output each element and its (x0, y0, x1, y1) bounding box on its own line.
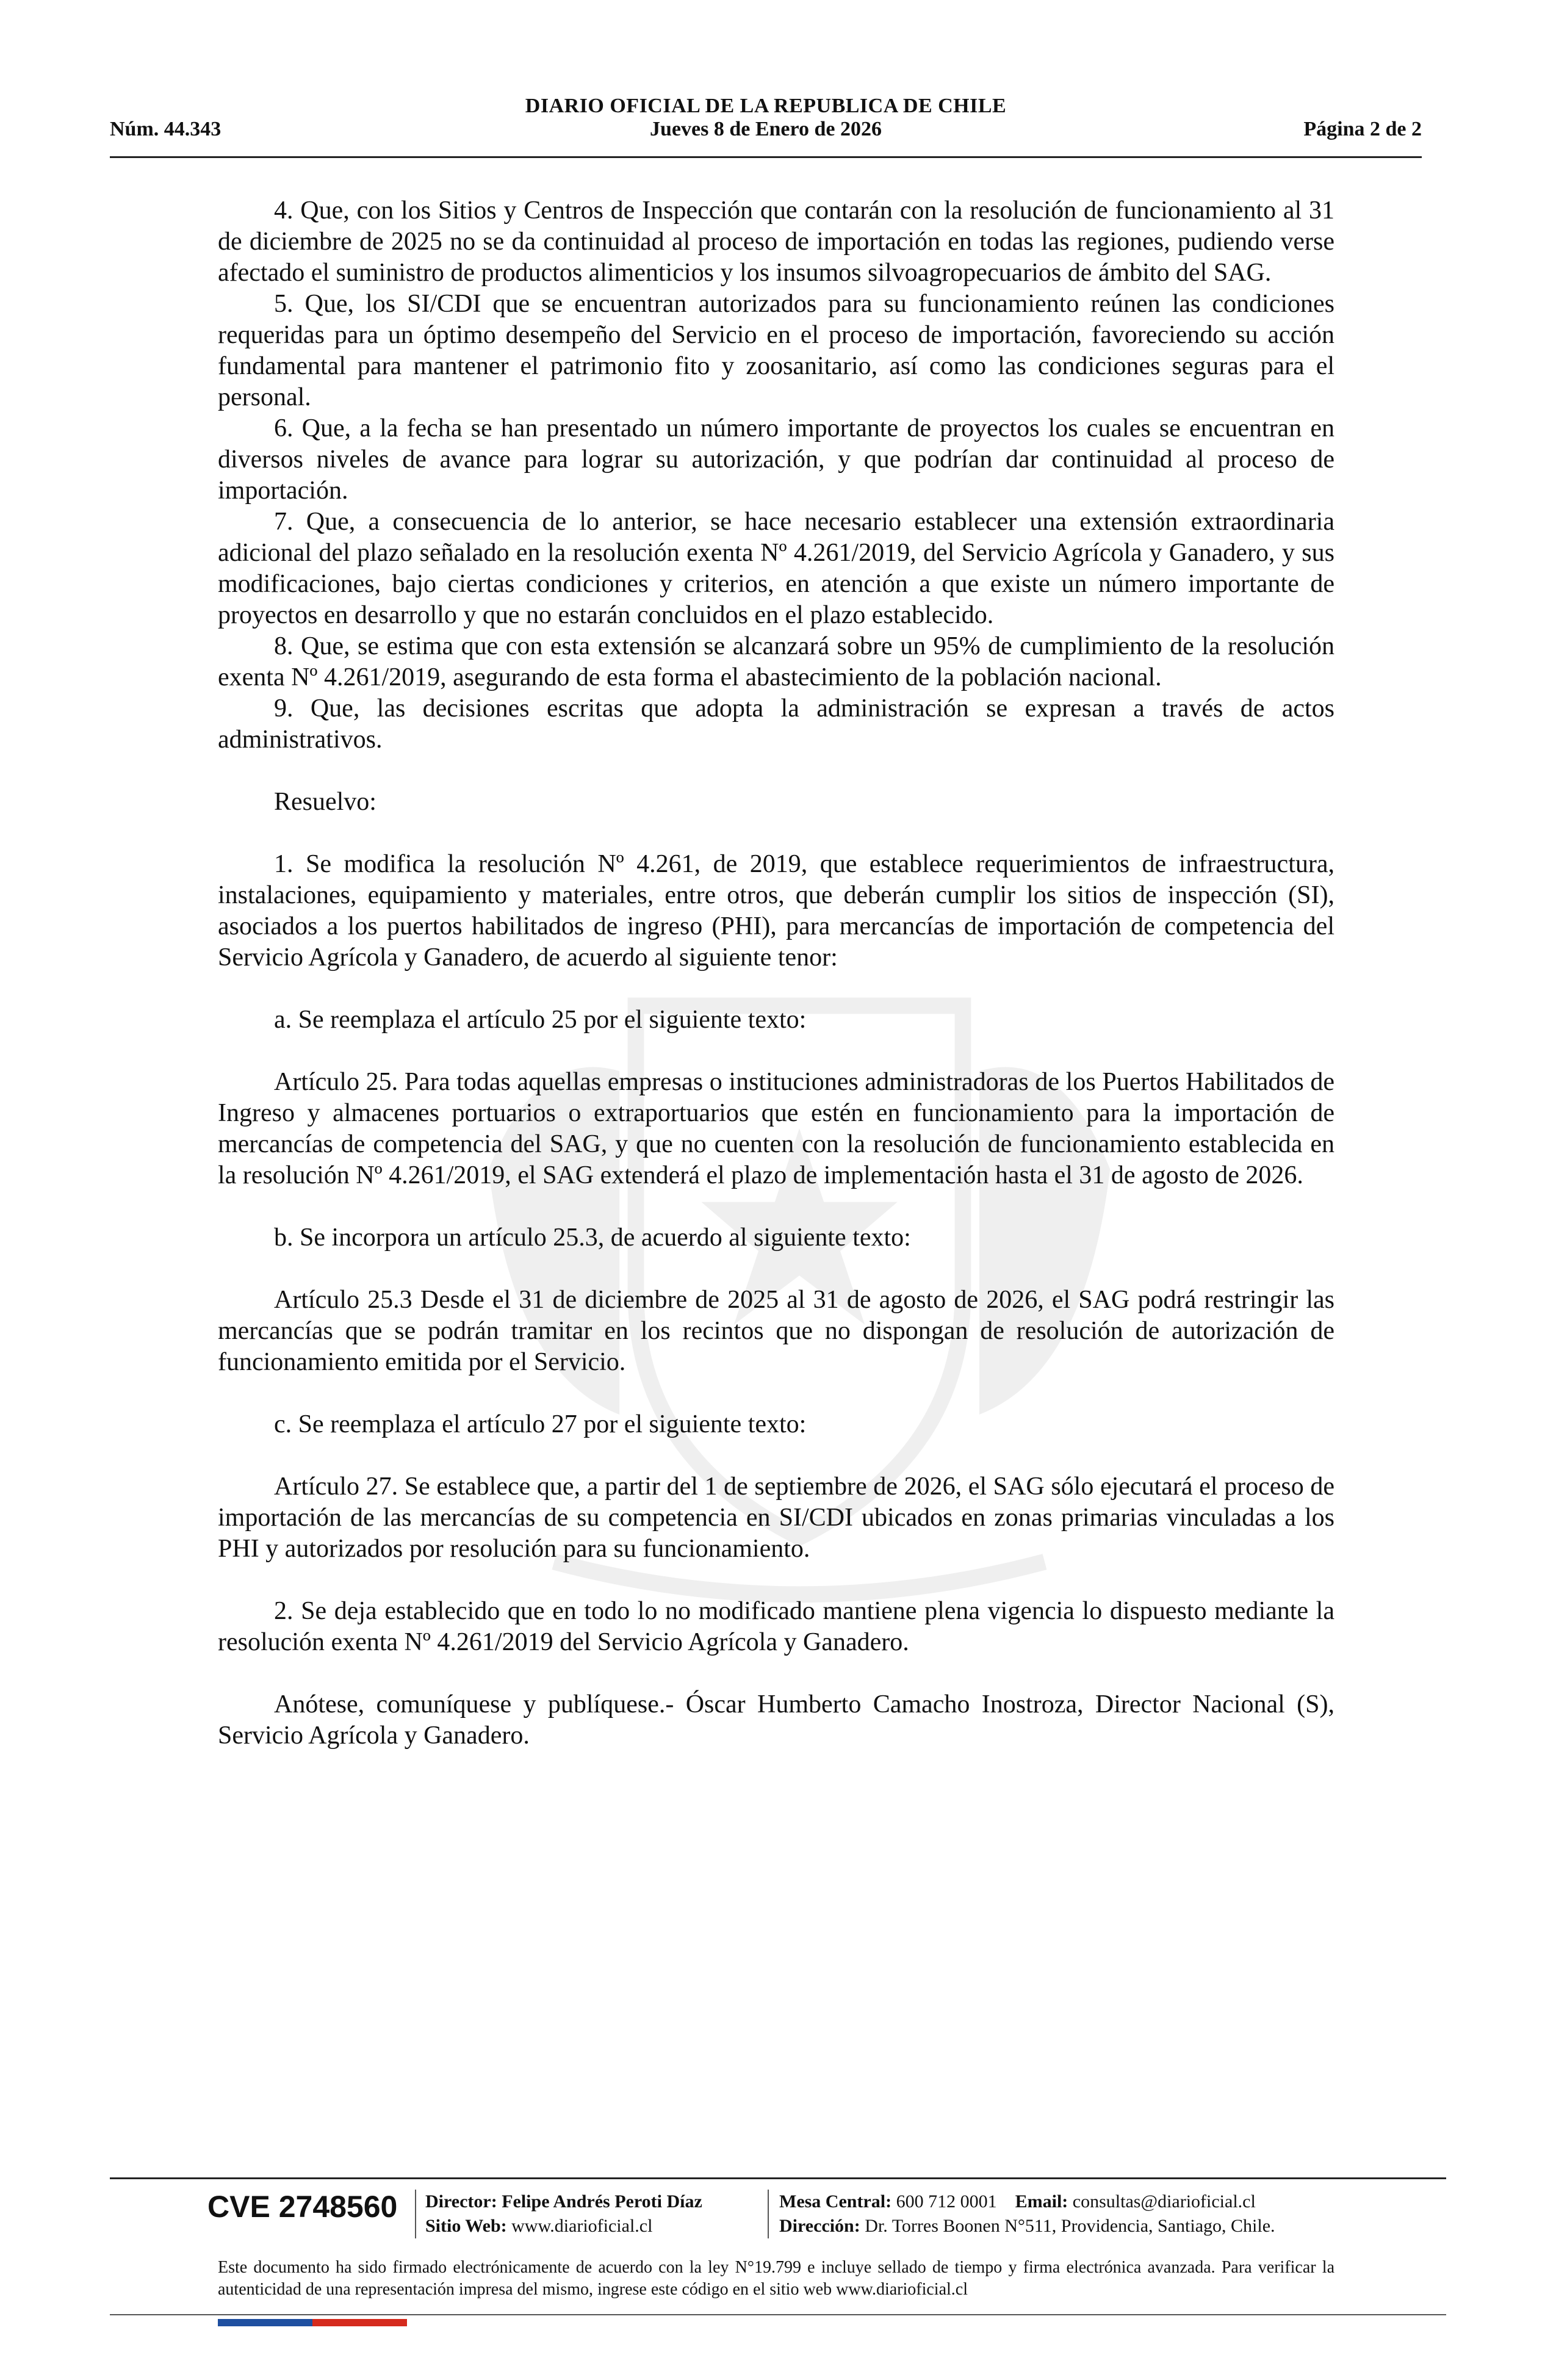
flag-red-stripe (312, 2319, 407, 2326)
footer-separator (415, 2190, 416, 2238)
considerando-6: 6. Que, a la fecha se han presentado un número importante de proyectos los cuales se encuentran en diversos niveles de avance para lograr su autorización, y que podrían dar continuidad al proceso de importación. (218, 414, 1334, 505)
chile-flag-stripe (218, 2319, 407, 2326)
cve-code: CVE 2748560 (207, 2190, 398, 2224)
header-meta-row (110, 118, 1422, 146)
item-a: a. Se reemplaza el artículo 25 por el siguiente texto: (274, 1006, 807, 1034)
articulo-25: Artículo 25. Para todas aquellas empresas o instituciones administradoras de los Puertos Habilitados de Ingreso y almacenes portuarios o extraportuarios que estén en funcionamiento para la importación de mercancías de competencia del SAG, y que no cuenten con la resolución de funcionamiento establecida en la resolución Nº 4.261/2019, el SAG extenderá el plazo de implementación hasta el 31 de agosto de 2026. (218, 1068, 1334, 1189)
director-label: Director: (425, 2191, 497, 2212)
page-number: Página 2 de 2 (1303, 118, 1422, 140)
website-label: Sitio Web: (425, 2216, 507, 2236)
articulo-25-3: Artículo 25.3 Desde el 31 de diciembre de 2025 al 31 de agosto de 2026, el SAG podrá restringir las mercancías que se podrán tramitar en los recintos que no dispongan de resolución de autorización de funcionamiento emitida por el Servicio. (218, 1286, 1334, 1376)
signature-line: Anótese, comuníquese y publíquese.- Óscar Humberto Camacho Inostroza, Director Nacional (S), Servicio Agrícola y Ganadero. (218, 1690, 1334, 1750)
footer-divider-bottom (110, 2314, 1446, 2315)
address-label: Dirección: (779, 2216, 860, 2236)
footer-divider-top (110, 2177, 1446, 2179)
email-label: Email: (1015, 2191, 1068, 2212)
phone-number: 600 712 0001 (896, 2191, 997, 2212)
website-link[interactable]: www.diarioficial.cl (511, 2216, 653, 2236)
issue-number: Núm. 44.343 (110, 118, 222, 140)
director-name: Felipe Andrés Peroti Díaz (502, 2191, 702, 2212)
issue-date: Jueves 8 de Enero de 2026 (650, 118, 882, 140)
email-link[interactable]: consultas@diarioficial.cl (1072, 2191, 1256, 2212)
resuelvo-heading: Resuelvo: (274, 788, 376, 816)
phone-label: Mesa Central: (779, 2191, 892, 2212)
page-header (110, 95, 1422, 146)
articulo-27: Artículo 27. Se establece que, a partir del 1 de septiembre de 2026, el SAG sólo ejecutará el proceso de importación de las mercancías de su competencia en SI/CDI ubicados en zonas primarias vinculadas a los PHI y autorizados por resolución para su funcionamiento. (218, 1473, 1334, 1563)
document-body (218, 195, 1334, 1751)
considerando-7: 7. Que, a consecuencia de lo anterior, se hace necesario establecer una extensión extraordinaria adicional del plazo señalado en la resolución exenta Nº 4.261/2019, del Servicio Agrícola y Ganadero, y sus modificaciones, bajo ciertas condiciones y criterios, en atención a que existe un número importante de proyectos en desarrollo y que no estarán concluidos en el plazo establecido. (218, 508, 1334, 629)
flag-blue-stripe (218, 2319, 312, 2326)
resolutivo-2: 2. Se deja establecido que en todo lo no modificado mantiene plena vigencia lo dispuesto mediante la resolución exenta Nº 4.261/2019 del Servicio Agrícola y Ganadero. (218, 1597, 1334, 1656)
considerando-9: 9. Que, las decisiones escritas que adopta la administración se expresan a través de actos administrativos. (218, 694, 1334, 754)
address-text: Dr. Torres Boonen N°511, Providencia, Santiago, Chile. (865, 2216, 1275, 2236)
item-c: c. Se reemplaza el artículo 27 por el siguiente texto: (274, 1410, 807, 1438)
publication-title: DIARIO OFICIAL DE LA REPUBLICA DE CHILE (525, 95, 1007, 117)
considerando-5: 5. Que, los SI/CDI que se encuentran autorizados para su funcionamiento reúnen las condiciones requeridas para un óptimo desempeño del Servicio en el proceso de importación, favoreciendo su acción fundamental para mantener el patrimonio fito y zoosanitario, así como las condiciones seguras para el personal. (218, 290, 1334, 411)
footer-contact-block (779, 2190, 1275, 2238)
considerando-8: 8. Que, se estima que con esta extensión se alcanzará sobre un 95% de cumplimiento de la resolución exenta Nº 4.261/2019, asegurando de esta forma el abastecimiento de la población nacional. (218, 632, 1334, 691)
considerando-4: 4. Que, con los Sitios y Centros de Inspección que contarán con la resolución de funcionamiento al 31 de diciembre de 2025 no se da continuidad al proceso de importación en todas las regiones, pudiendo verse afectado el suministro de productos alimenticios y los insumos silvoagropecuarios de ámbito del SAG. (218, 197, 1334, 287)
footer-separator (768, 2190, 769, 2238)
header-divider (110, 156, 1422, 158)
resolutivo-1: 1. Se modifica la resolución Nº 4.261, de 2019, que establece requerimientos de infraestructura, instalaciones, equipamiento y materiales, entre otros, que deberán cumplir los sitios de inspección (SI), asociados a los puertos habilitados de ingreso (PHI), para mercancías de importación de competencia del Servicio Agrícola y Ganadero, de acuerdo al siguiente tenor: (218, 850, 1334, 972)
item-b: b. Se incorpora un artículo 25.3, de acuerdo al siguiente texto: (274, 1224, 911, 1252)
signature-disclaimer: Este documento ha sido firmado electrónicamente de acuerdo con la ley N°19.799 e incluye sellado de tiempo y firma electrónica avanzada. Para verificar la autenticidad de una representación impresa del mismo, ingrese este código en el sitio web www.diarioficial.cl (218, 2258, 1334, 2299)
footer-director-block (425, 2190, 702, 2238)
